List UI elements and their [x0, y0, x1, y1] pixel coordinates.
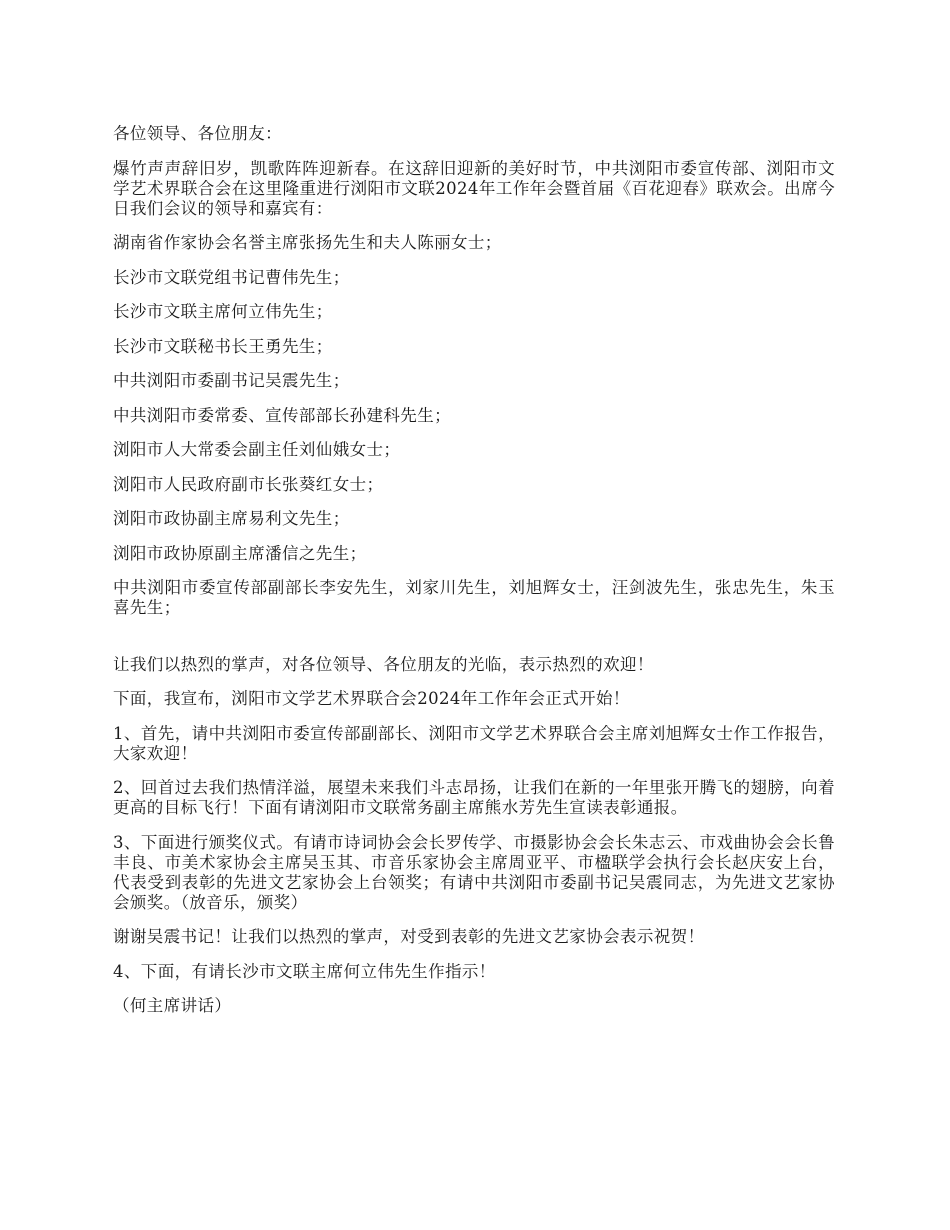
- blank-spacer: [113, 633, 835, 655]
- guest-line: 中共浏阳市委宣传部副部长李安先生，刘家川先生，刘旭辉女士，汪剑波先生，张忠先生，朱玉喜先生；: [113, 578, 835, 617]
- guest-line: 浏阳市人大常委会副主任刘仙娥女士；: [113, 440, 401, 459]
- guest-line: 浏阳市人民政府副市长张葵红女士；: [113, 474, 384, 494]
- guest-line: 中共浏阳市委副书记吴震先生；: [113, 371, 350, 390]
- document-page: [113, 124, 835, 1031]
- guest-line: 湖南省作家协会名誉主席张扬先生和夫人陈丽女士；: [113, 233, 502, 252]
- announcement-paragraph: 下面，我宣布，浏阳市文学艺术界联合会2024年工作年会正式开始！: [113, 689, 630, 708]
- agenda-item-4: 4、下面，有请长沙市文联主席何立伟先生作指示！: [113, 961, 496, 981]
- agenda-item-1: 1、首先，请中共浏阳市委宣传部副部长、浏阳市文学艺术界联合会主席刘旭辉女士作工作报告，大家欢迎！: [113, 723, 835, 763]
- thanks-paragraph: 谢谢吴震书记！让我们以热烈的掌声，对受到表彰的先进文艺家协会表示祝贺！: [113, 927, 705, 946]
- salutation: 各位领导、各位朋友：: [113, 124, 282, 143]
- agenda-item-3: 3、下面进行颁奖仪式。有请市诗词协会会长罗传学、市摄影协会会长朱志云、市戏曲协会会长鲁丰良、市美术家协会主席吴玉其、市音乐家协会主席周亚平、市楹联学会执行会长赵庆安上台，代表受到表彰的先进文艺家协会上台领奖；有请中共浏阳市委副书记吴震同志，为先进文艺家协会颁奖。（放音乐，颁奖）: [113, 832, 835, 912]
- welcome-paragraph: 让我们以热烈的掌声，对各位领导、各位朋友的光临，表示热烈的欢迎！: [113, 654, 654, 674]
- guest-line: 中共浏阳市委常委、宣传部部长孙建科先生；: [113, 405, 451, 425]
- agenda-item-2: 2、回首过去我们热情洋溢，展望未来我们斗志昂扬，让我们在新的一年里张开腾飞的翅膀，向着更高的目标飞行！下面有请浏阳市文联常务副主席熊水芳先生宣读表彰通报。: [113, 778, 835, 817]
- speech-note: （何主席讲话）: [113, 996, 232, 1015]
- guest-line: 浏阳市政协副主席易利文先生；: [113, 509, 350, 528]
- intro-paragraph: 爆竹声声辞旧岁，凯歌阵阵迎新春。在这辞旧迎新的美好时节，中共浏阳市委宣传部、浏阳市文学艺术界联合会在这里隆重进行浏阳市文联2024年工作年会暨首届《百花迎春》联欢会。出席今日我们会议的领导和嘉宾有：: [113, 158, 835, 218]
- guest-line: 浏阳市政协原副主席潘信之先生；: [113, 543, 367, 563]
- guest-line: 长沙市文联党组书记曹伟先生；: [113, 267, 350, 287]
- guest-line: 长沙市文联主席何立伟先生；: [113, 302, 333, 321]
- guest-line: 长沙市文联秘书长王勇先生；: [113, 336, 333, 356]
